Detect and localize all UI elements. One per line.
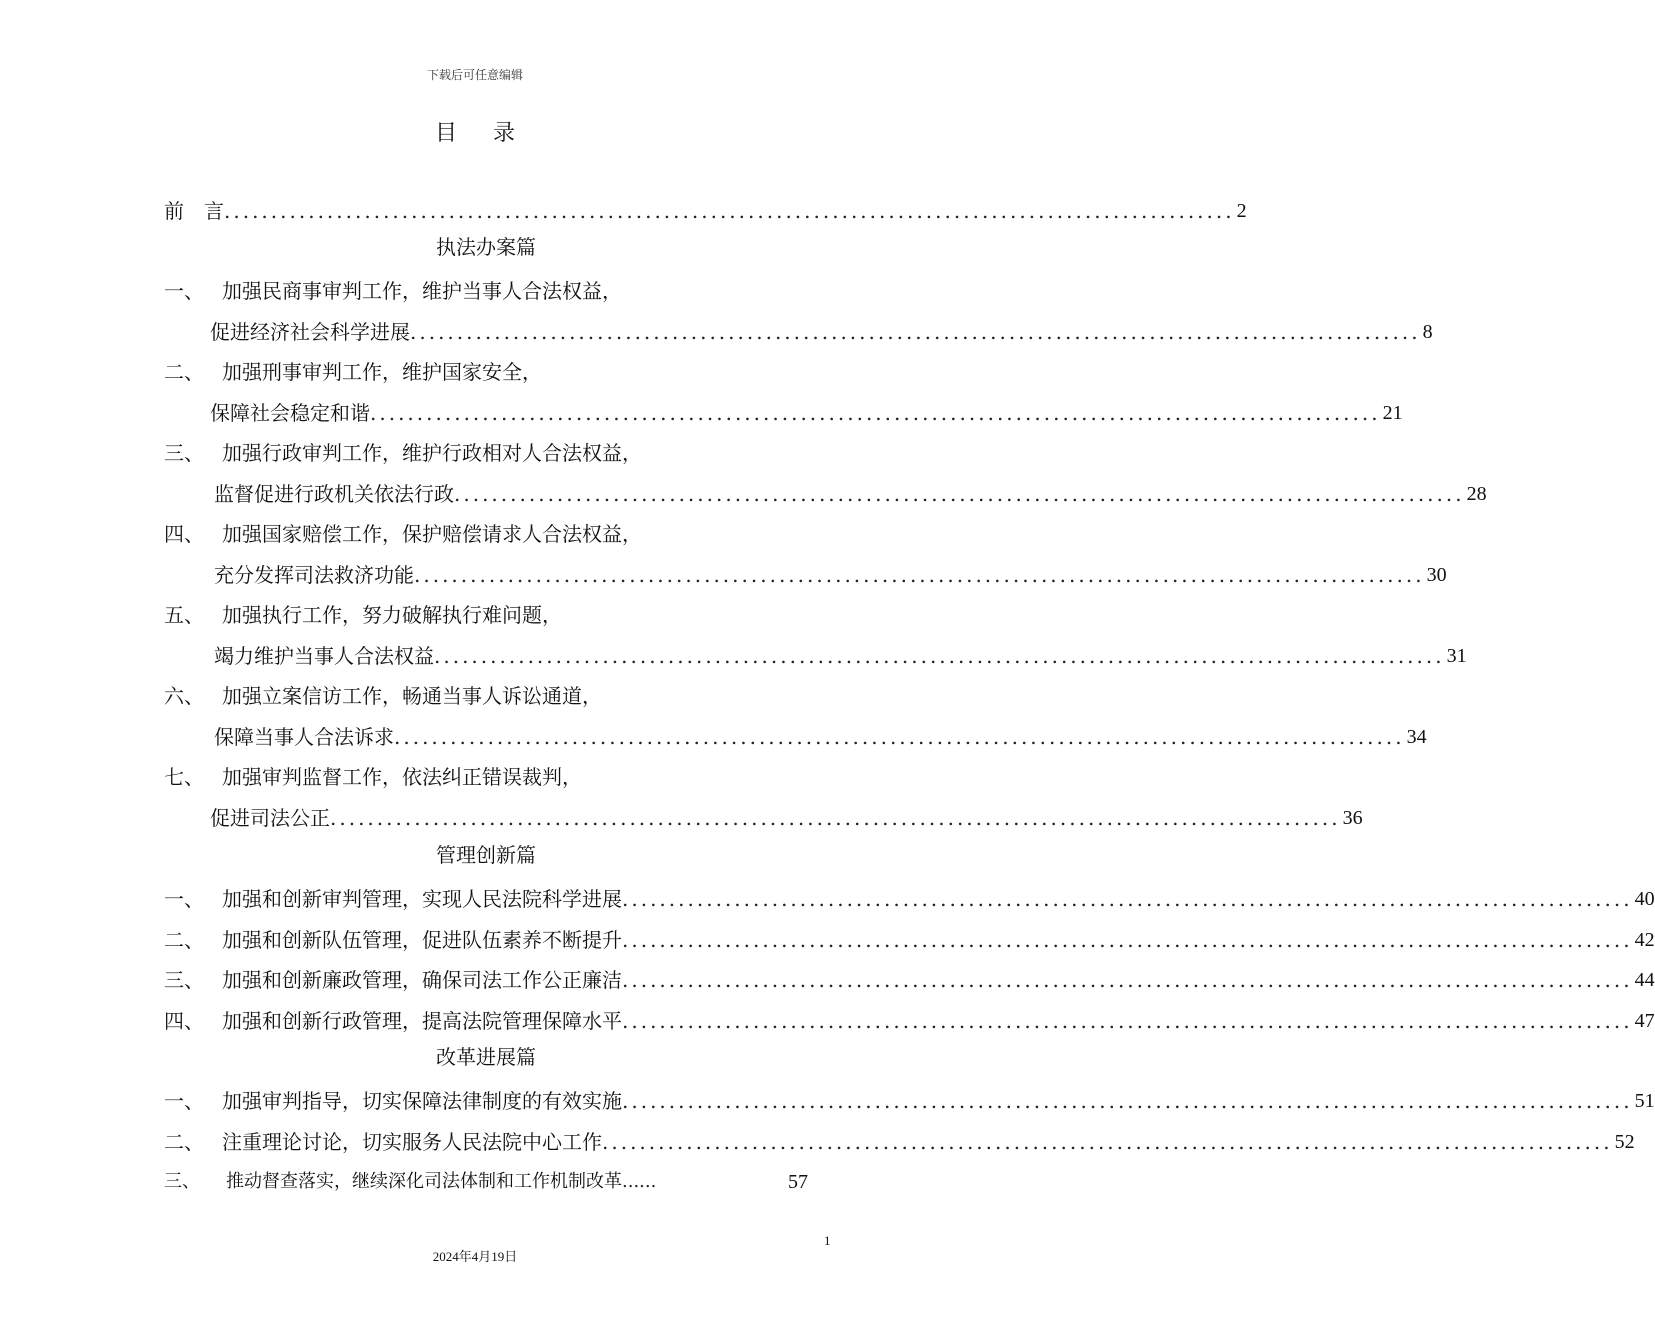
toc-entry-title: 加强和创新行政管理，提高法院管理保障水平 [222, 1009, 622, 1033]
leader-dots: ............................................................................................................ [602, 1130, 1613, 1154]
leader-dots: ............................................................................................................ [622, 968, 1633, 992]
toc-entry[interactable] [164, 517, 808, 547]
toc-entry-title-cont: 竭力维护当事人合法权益 [214, 644, 434, 668]
toc-page-number: 34 [1406, 726, 1427, 748]
toc-page-number: 21 [1382, 402, 1403, 424]
toc-entry[interactable] [164, 639, 1467, 669]
leader-dots: ............................................................................................................ [330, 806, 1341, 830]
toc-entry[interactable] [164, 396, 1403, 426]
toc-entry[interactable] [164, 598, 808, 628]
toc-entry-number: 四、 [164, 1009, 204, 1033]
toc-entry-title: 推动督查落实，继续深化司法体制和工作机制改革 [226, 1171, 622, 1192]
toc-entry[interactable] [164, 436, 808, 466]
toc-page-number: 52 [1614, 1131, 1635, 1153]
leader-dots: ............................................................................................................ [394, 725, 1405, 749]
page-header: 下载后可任意编辑 [426, 68, 523, 82]
toc-entry-title: 加强执行工作，努力破解执行难问题， [222, 603, 562, 627]
toc-page-number: 2 [1236, 200, 1247, 222]
leader-dots: ............................................................................................................ [414, 563, 1425, 587]
toc-entry-title-cont: 保障当事人合法诉求 [214, 725, 394, 749]
toc-entry[interactable] [164, 315, 1433, 345]
leader-dots: ............................................................................................................ [454, 482, 1465, 506]
toc-entry-title: 注重理论讨论，切实服务人民法院中心工作 [222, 1130, 602, 1154]
toc-entry-number: 二、 [164, 1130, 204, 1154]
toc-page-number: 44 [1634, 969, 1655, 991]
toc-entry[interactable] [164, 679, 808, 709]
toc-entry-title: 加强民商事审判工作，维护当事人合法权益， [222, 279, 622, 303]
toc-page-number: 51 [1634, 1090, 1655, 1112]
toc-entry-title-cont: 保障社会稳定和谐 [210, 401, 370, 425]
toc-entry-label: 前 言 [164, 199, 224, 223]
toc-entry[interactable] [164, 882, 1655, 912]
toc-entry-number: 六、 [164, 684, 204, 708]
toc-entry[interactable] [164, 477, 1487, 507]
toc-entry-title: 加强刑事审判工作，维护国家安全， [222, 360, 542, 384]
toc-entry-number: 三、 [164, 441, 204, 465]
toc-entry-preface[interactable] [164, 194, 1247, 224]
toc-page-number: 40 [1634, 888, 1655, 910]
toc-page-number: 30 [1426, 564, 1447, 586]
toc-page-number: 28 [1466, 483, 1487, 505]
toc-entry-number: 五、 [164, 603, 204, 627]
leader-dots: ............................................................................................................ [434, 644, 1445, 668]
toc-entry[interactable] [164, 274, 808, 304]
toc-entry-title: 加强和创新廉政管理，确保司法工作公正廉洁 [222, 968, 622, 992]
toc-entry[interactable] [164, 923, 1655, 953]
toc-page-number: 47 [1634, 1010, 1655, 1032]
footer-date: 2024年4月19日 [432, 1249, 518, 1264]
toc-entry-title: 加强国家赔偿工作，保护赔偿请求人合法权益， [222, 522, 642, 546]
toc-entry-title-cont: 充分发挥司法救济功能 [214, 563, 414, 587]
leader-dots: ............................................................................................................ [224, 199, 1235, 223]
toc-entry-number: 一、 [164, 887, 204, 911]
toc-entry[interactable] [164, 558, 1447, 588]
toc-entry-title: 加强和创新审判管理，实现人民法院科学进展 [222, 887, 622, 911]
toc-entry[interactable] [164, 801, 1363, 831]
toc-entry[interactable] [164, 963, 1655, 993]
leader-dots: ............................................................................................................ [370, 401, 1381, 425]
toc-entry[interactable] [164, 355, 808, 385]
toc-entry-title: 加强审判监督工作，依法纠正错误裁判， [222, 765, 582, 789]
toc-entry-number: 七、 [164, 765, 204, 789]
toc-entry-title: 加强立案信访工作，畅通当事人诉讼通道， [222, 684, 602, 708]
toc-entry[interactable] [164, 1004, 1655, 1034]
toc-entry[interactable] [164, 760, 808, 790]
toc-entry-number: 一、 [164, 279, 204, 303]
toc-page-number: 42 [1634, 929, 1655, 951]
leader-dots: ............................................................................................................ [622, 928, 1633, 952]
toc-entry-title-cont: 监督促进行政机关依法行政 [214, 482, 454, 506]
toc-entry-number: 二、 [164, 928, 204, 952]
toc-entry-number: 四、 [164, 522, 204, 546]
toc-entry-title-cont: 促进司法公正 [210, 806, 330, 830]
toc-entry-title: 加强行政审判工作，维护行政相对人合法权益， [222, 441, 642, 465]
toc-entry[interactable] [164, 1165, 808, 1195]
toc-page-number: 8 [1422, 321, 1433, 343]
toc-entry-title: 加强审判指导，切实保障法律制度的有效实施 [222, 1089, 622, 1113]
toc-entry-number: 三、 [164, 1171, 200, 1192]
page-number: 1 [824, 1233, 831, 1248]
section-heading: 管理创新篇 [436, 843, 536, 867]
toc-entry[interactable] [164, 1125, 1635, 1155]
toc-entry-number: 三、 [164, 968, 204, 992]
leader-dots: ...... [622, 1171, 657, 1192]
section-heading: 执法办案篇 [436, 235, 536, 259]
toc-entry-title: 加强和创新队伍管理，促进队伍素养不断提升 [222, 928, 622, 952]
section-heading: 改革进展篇 [436, 1045, 536, 1069]
leader-dots: ............................................................................................................ [622, 1009, 1633, 1033]
toc-entry-number: 一、 [164, 1089, 204, 1113]
toc-title: 目录 [434, 121, 551, 146]
leader-dots: ............................................................................................................ [410, 320, 1421, 344]
toc-entry-title-cont: 促进经济社会科学进展 [210, 320, 410, 344]
toc-page-number: 36 [1342, 807, 1363, 829]
toc-entry[interactable] [164, 1084, 1655, 1114]
toc-entry-number: 二、 [164, 360, 204, 384]
toc-page-number: 31 [1446, 645, 1467, 667]
toc-entry[interactable] [164, 720, 1427, 750]
toc-page-number: 57 [788, 1171, 808, 1193]
leader-dots: ............................................................................................................ [622, 887, 1633, 911]
leader-dots: ............................................................................................................ [622, 1089, 1633, 1113]
